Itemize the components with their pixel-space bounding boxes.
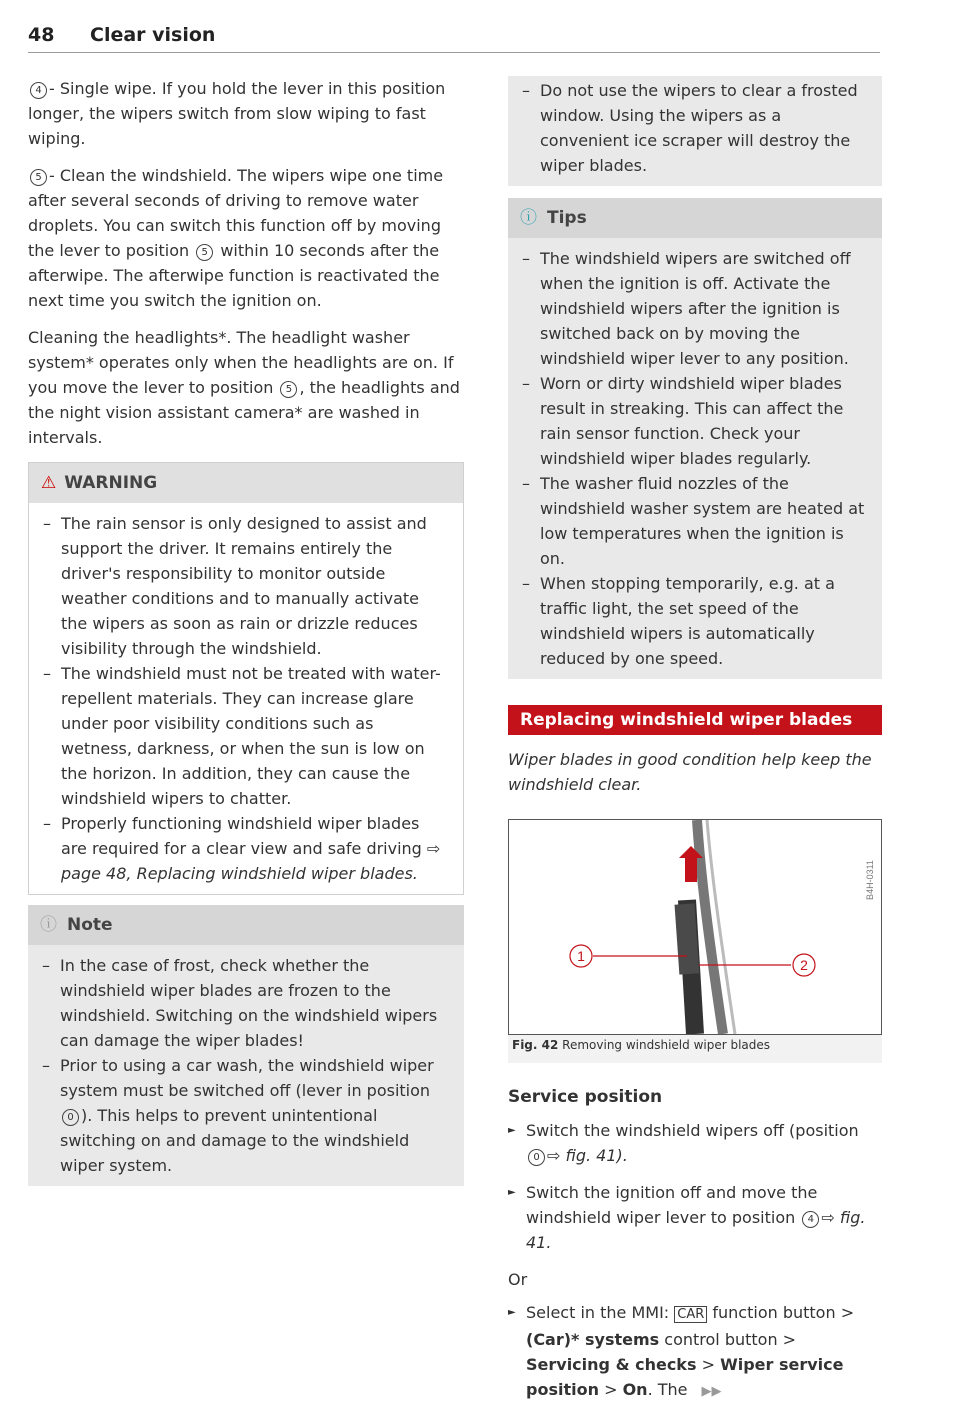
wiper-illustration bbox=[508, 819, 882, 1035]
left-column bbox=[28, 76, 464, 1186]
step-1: ► Switch the windshield wipers off (position 0 ⇨ fig. 41). bbox=[508, 1118, 882, 1168]
wiper-blade-svg bbox=[509, 820, 881, 1034]
page-header bbox=[28, 24, 880, 53]
page-reference-link[interactable]: ⇨ page 48, Replacing windshield wiper blades. bbox=[61, 839, 441, 883]
car-key-label: CAR bbox=[674, 1306, 707, 1323]
list-item: – In the case of frost, check whether the windshield wiper blades are frozen to the windshield. Switching on the windshield wipers can damage the wiper blades! bbox=[42, 953, 450, 1053]
warning-continuation-box bbox=[508, 76, 882, 186]
paragraph-clean-windshield: 5 - Clean the windshield. The wipers wipe one time after several seconds of driving to remove water droplets. You can switch this function off by moving the lever to position 5 within 10 seconds after the afterwipe. The afterwipe function is reactivated the next time you switch the ignition on. bbox=[28, 166, 444, 310]
position-4-marker: 4 bbox=[802, 1211, 819, 1228]
section-intro: Wiper blades in good condition help keep the windshield clear. bbox=[508, 750, 872, 794]
continue-arrow-icon: ▶▶ bbox=[701, 1384, 722, 1399]
list-item: – Properly functioning windshield wiper blades are required for a clear view and safe driving ⇨ page 48, Replacing windshield wiper blades. bbox=[43, 811, 449, 886]
paragraph-single-wipe: 4 - Single wipe. If you hold the lever in this position longer, the wipers switch from slow wiping to fast wiping. bbox=[28, 79, 446, 148]
list-item: – The rain sensor is only designed to assist and support the driver. It remains entirely the driver's responsibility to monitor outside weather conditions and to manually activate the wipers as soon as rain or drizzle reduces visibility through the windshield. bbox=[43, 511, 449, 661]
callout-2: 2 bbox=[800, 957, 808, 973]
warning-triangle-icon: ⚠ bbox=[41, 473, 57, 493]
or-text: Or bbox=[508, 1270, 528, 1289]
warning-header: ⚠ WARNING bbox=[29, 463, 463, 503]
position-5-marker: 5 bbox=[30, 169, 47, 186]
figure bbox=[508, 819, 882, 1063]
list-item: – Worn or dirty windshield wiper blades result in streaking. This can affect the rain sensor function. Check your windshield wiper blades regularly. bbox=[522, 371, 868, 471]
figure-reference-link[interactable]: ⇨ fig. 41). bbox=[547, 1146, 628, 1165]
list-item: – The windshield must not be treated with water-repellent materials. They can increase glare under poor visibility conditions such as wetness, darkness, or when the sun is low on the horizon. In addition, they can cause the windshield wipers to chatter. bbox=[43, 661, 449, 811]
right-column bbox=[508, 76, 882, 1416]
step-3: ► Select in the MMI: CAR function button > (Car)* systems control button > Servicing & checks > Wiper service position > On. The ▶▶ bbox=[508, 1300, 882, 1404]
position-5-marker: 5 bbox=[196, 244, 213, 261]
section-title: Clear vision bbox=[90, 24, 216, 46]
figure-code: B4H-0311 bbox=[865, 860, 875, 900]
note-box bbox=[28, 905, 464, 1186]
section-heading: Replacing windshield wiper blades bbox=[508, 705, 882, 735]
figure-caption: Fig. 42 Removing windshield wiper blades bbox=[512, 1038, 771, 1052]
position-0-marker: 0 bbox=[62, 1109, 79, 1126]
list-item: – The washer fluid nozzles of the windshield washer system are heated at low temperatures when the ignition is on. bbox=[522, 471, 868, 571]
info-circle-icon: ⓘ bbox=[520, 208, 537, 228]
callout-1: 1 bbox=[577, 948, 585, 964]
warning-box bbox=[28, 462, 464, 895]
tips-box bbox=[508, 198, 882, 679]
service-position-heading: Service position bbox=[508, 1087, 663, 1107]
list-item: – When stopping temporarily, e.g. at a traffic light, the set speed of the windshield wipers is automatically reduced by one speed. bbox=[522, 571, 868, 671]
step-2: ► Switch the ignition off and move the windshield wiper lever to position 4 ⇨ fig. 41. bbox=[508, 1180, 882, 1255]
position-0-marker: 0 bbox=[528, 1149, 545, 1166]
figure-reference-link[interactable]: ⇨ fig. 41. bbox=[526, 1208, 866, 1252]
tips-header: ⓘ Tips bbox=[508, 198, 882, 238]
exclamation-circle-icon: ⓘ bbox=[40, 915, 57, 935]
paragraph-headlights: Cleaning the headlights*. The headlight washer system* operates only when the headlights are on. If you move the lever to position 5 , the headlights and the night vision assistant camera* are washed in intervals. bbox=[28, 328, 460, 447]
page-number: 48 bbox=[28, 24, 55, 46]
list-item: – Do not use the wipers to clear a frosted window. Using the wipers as a convenient ice scraper will destroy the wiper blades. bbox=[522, 78, 868, 178]
position-4-marker: 4 bbox=[30, 82, 47, 99]
list-item: – Prior to using a car wash, the windshield wiper system must be switched off (lever in position0 ). This helps to prevent unintentional switching on and damage to the windshield wiper system. bbox=[42, 1053, 450, 1178]
note-header: ⓘ Note bbox=[28, 905, 464, 945]
position-5-marker: 5 bbox=[280, 381, 297, 398]
list-item: – The windshield wipers are switched off when the ignition is off. Activate the windshield wipers after the ignition is switched back on by moving the windshield wiper lever to any position. bbox=[522, 246, 868, 371]
